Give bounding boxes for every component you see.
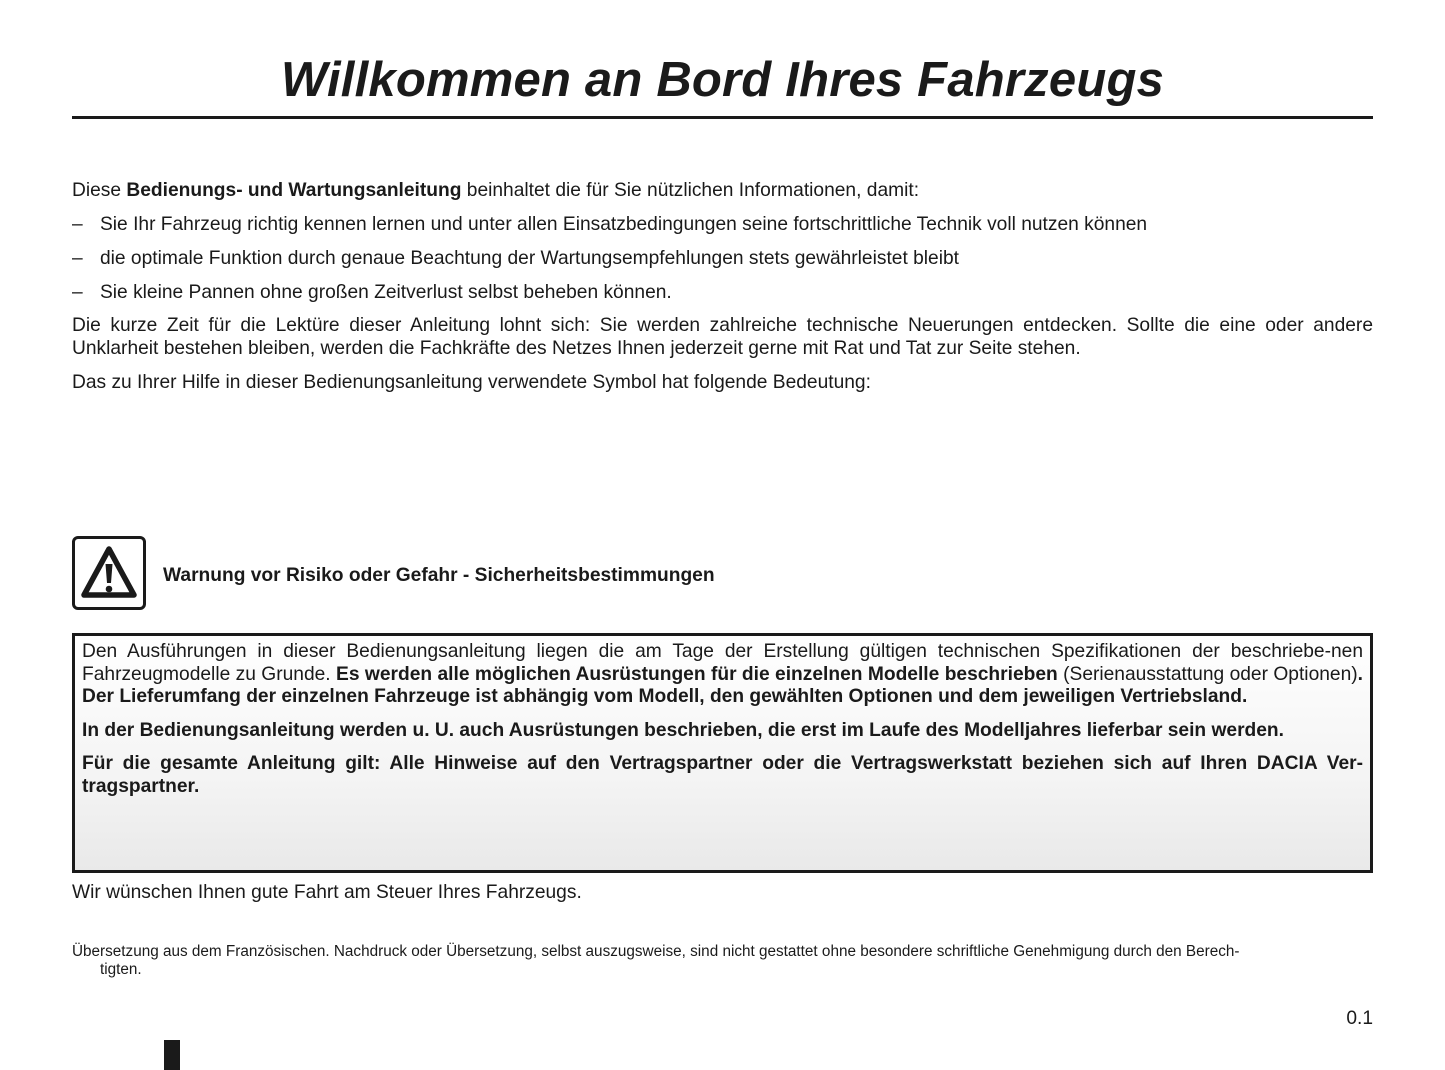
footnote-line: tigten. bbox=[100, 961, 142, 978]
intro-paragraph bbox=[72, 179, 1373, 202]
list-dash: – bbox=[72, 214, 83, 235]
info-bold-text: Es werden alle möglichen Ausrüstungen für die einzelnen Modelle beschrieben bbox=[336, 663, 1058, 685]
info-bold-text: . Der Lieferumfang der einzelnen Fahrzeuge ist abhängig vom Modell, den gewählten Optionen und dem jeweiligen Vertriebsland. bbox=[82, 663, 1363, 707]
page-number: 0.1 bbox=[1346, 1008, 1373, 1029]
print-mark bbox=[164, 1040, 180, 1070]
warning-label: Warnung vor Risiko oder Gefahr - Sicherheitsbestimmungen bbox=[163, 565, 715, 586]
closing-sentence: Wir wünschen Ihnen gute Fahrt am Steuer Ihres Fahrzeugs. bbox=[72, 882, 582, 903]
info-box bbox=[72, 633, 1373, 873]
list-dash: – bbox=[72, 248, 83, 269]
info-paragraph-equipment bbox=[82, 641, 1363, 709]
page-title: Willkommen an Bord Ihres Fahrzeugs bbox=[280, 53, 1165, 107]
info-paragraph-dealer: Für die gesamte Anleitung gilt: Alle Hinweise auf den Vertragspartner oder die Vertragswerkstatt beziehen sich auf Ihren DACIA Ver-tragspartner. bbox=[82, 753, 1363, 797]
list-item-text: die optimale Funktion durch genaue Beachtung der Wartungsempfehlungen stets gewährleistet bleibt bbox=[100, 248, 959, 269]
info-paragraph-model-year: In der Bedienungsanleitung werden u. U. auch Ausrüstungen beschrieben, die erst im Laufe des Modelljahres lieferbar sein werden. bbox=[82, 719, 1284, 741]
title-underline bbox=[72, 116, 1373, 119]
list-item-text: Sie Ihr Fahrzeug richtig kennen lernen und unter allen Einsatzbedingungen seine fortschrittliche Technik voll nutzen können bbox=[100, 214, 1148, 235]
copyright-footnote bbox=[72, 943, 1373, 979]
intro-bold-term: Bedienungs- und Wartungsanleitung bbox=[126, 180, 462, 201]
list-dash: – bbox=[72, 282, 83, 303]
info-text: (Serienausstattung oder Optionen) bbox=[1057, 663, 1358, 685]
symbol-paragraph: Das zu Ihrer Hilfe in dieser Bedienungsanleitung verwendete Symbol hat folgende Bedeutung: bbox=[72, 372, 871, 393]
footnote-line: Übersetzung aus dem Französischen. Nachdruck oder Übersetzung, selbst auszugsweise, sind nicht gestattet ohne besondere schriftliche Genehmigung durch den Berech- bbox=[72, 943, 1240, 960]
intro-prefix: Diese bbox=[72, 180, 127, 201]
list-item-text: Sie kleine Pannen ohne großen Zeitverlust selbst beheben können. bbox=[100, 282, 672, 303]
intro-suffix: beinhaltet die für Sie nützlichen Informationen, damit: bbox=[461, 180, 920, 201]
reading-paragraph: Die kurze Zeit für die Lektüre dieser Anleitung lohnt sich: Sie werden zahlreiche technische Neuerungen entdecken. Sollte die eine oder andere Unklarheit bestehen bleiben, werden die Fachkräfte des Netzes Ihnen jederzeit gerne mit Rat und Tat zur Seite stehen. bbox=[72, 315, 1373, 359]
warning-triangle-icon bbox=[72, 536, 146, 610]
info-text: Den Ausführungen in dieser Bedienungsanleitung liegen die am Tage der Erstellung gültigen technischen Spezifikationen der beschriebe-nen Fahrzeugmodelle zu Grunde. bbox=[82, 641, 1363, 685]
